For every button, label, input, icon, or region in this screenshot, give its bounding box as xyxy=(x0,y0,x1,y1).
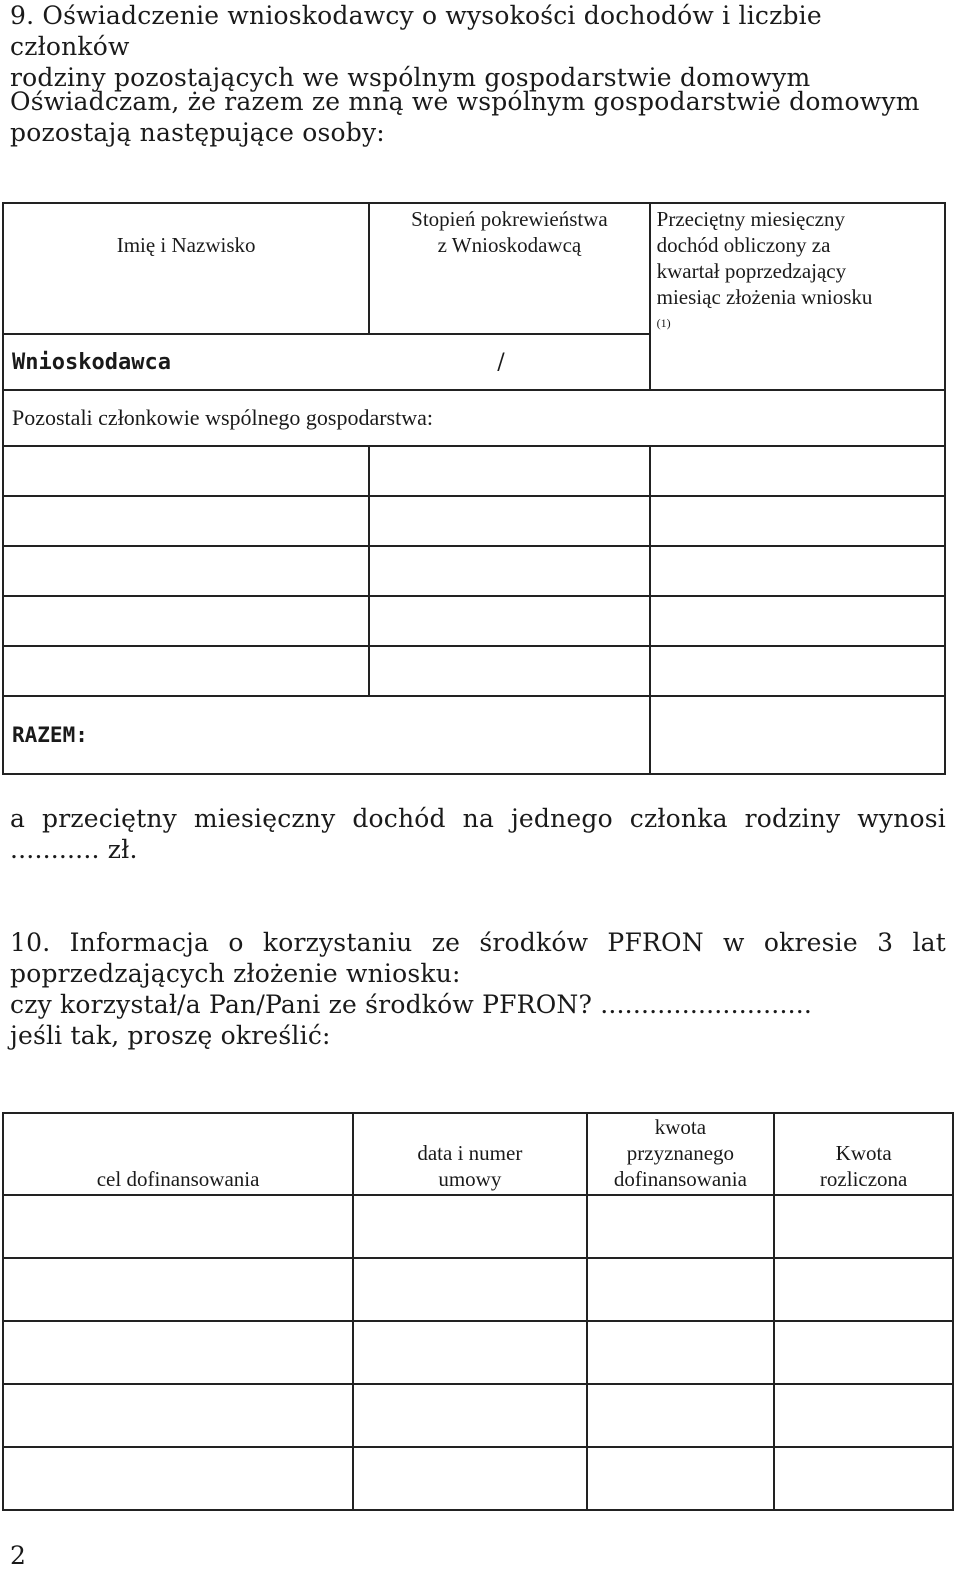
member-row xyxy=(3,496,945,546)
household-table-header xyxy=(3,203,945,334)
column-header-name-text: Imię i Nazwisko xyxy=(116,233,256,257)
pfron-agreement-cell xyxy=(353,1258,586,1321)
member-relation-cell xyxy=(369,546,649,596)
applicant-label-cell xyxy=(3,334,369,390)
column-header-purpose-text: cel dofinansowania xyxy=(96,1167,260,1191)
pfron-granted-cell xyxy=(587,1384,775,1447)
pfron-row xyxy=(3,1321,953,1384)
column-header-settled-amount xyxy=(774,1113,953,1195)
section-10-line4: jeśli tak, proszę określić: xyxy=(10,1021,331,1050)
pfron-settled-cell xyxy=(774,1195,953,1258)
column-header-granted-amount-line1: kwota xyxy=(654,1115,707,1139)
column-header-agreement xyxy=(353,1113,586,1195)
member-name-cell xyxy=(3,596,369,646)
member-income-cell xyxy=(650,646,945,696)
pfron-row xyxy=(3,1258,953,1321)
pfron-purpose-cell xyxy=(3,1384,353,1447)
average-income-line2: ........... zł. xyxy=(10,835,138,864)
pfron-settled-cell xyxy=(774,1258,953,1321)
applicant-relation-cell xyxy=(369,334,649,390)
section-10-line2: poprzedzających złożenie wniosku: xyxy=(10,959,461,988)
pfron-table-header xyxy=(3,1113,953,1195)
member-name-cell xyxy=(3,546,369,596)
pfron-granted-cell xyxy=(587,1321,775,1384)
column-header-income-footnote: (1) xyxy=(656,316,671,330)
average-income-line1: a przeciętny miesięczny dochód na jednego członka rodziny wynosi xyxy=(10,804,946,833)
pfron-granted-cell xyxy=(587,1447,775,1510)
column-header-income-line4: miesiąc złożenia wniosku xyxy=(656,285,873,309)
average-income-statement xyxy=(10,803,946,865)
column-header-agreement-line2: umowy xyxy=(438,1167,502,1191)
member-row xyxy=(3,596,945,646)
pfron-purpose-cell xyxy=(3,1195,353,1258)
column-header-settled-amount-line2: rozliczona xyxy=(819,1167,908,1191)
pfron-granted-cell xyxy=(587,1258,775,1321)
section-10-line3: czy korzystał/a Pan/Pani ze środków PFRON? .......................... xyxy=(10,990,813,1019)
section-10-line1: 10. Informacja o korzystaniu ze środków PFRON w okresie 3 lat xyxy=(10,928,946,957)
member-relation-cell xyxy=(369,446,649,496)
pfron-purpose-cell xyxy=(3,1258,353,1321)
member-name-cell xyxy=(3,646,369,696)
section-9-heading-line2: rodziny pozostających we wspólnym gospodarstwie domowym xyxy=(10,63,811,92)
member-name-cell xyxy=(3,496,369,546)
page-number: 2 xyxy=(10,1541,26,1570)
member-income-cell xyxy=(650,496,945,546)
column-header-relation-line1: Stopień pokrewieństwa xyxy=(411,207,608,231)
pfron-agreement-cell xyxy=(353,1321,586,1384)
household-statement-line1: Oświadczam, że razem ze mną we wspólnym gospodarstwie domowym xyxy=(10,87,920,116)
pfron-table xyxy=(2,1112,954,1511)
column-header-income-line3: kwartał poprzedzający xyxy=(656,259,847,283)
total-label: RAZEM: xyxy=(12,723,88,747)
column-header-purpose xyxy=(3,1113,353,1195)
pfron-purpose-cell xyxy=(3,1447,353,1510)
column-header-granted-amount-line2: przyznanego xyxy=(626,1141,735,1165)
member-income-cell xyxy=(650,546,945,596)
column-header-relation-line2: z Wnioskodawcą xyxy=(437,233,582,257)
pfron-settled-cell xyxy=(774,1384,953,1447)
pfron-row xyxy=(3,1447,953,1510)
column-header-granted-amount-line3: dofinansowania xyxy=(613,1167,747,1191)
total-row xyxy=(3,696,945,774)
pfron-row xyxy=(3,1195,953,1258)
member-relation-cell xyxy=(369,596,649,646)
column-header-granted-amount xyxy=(587,1113,775,1195)
member-income-cell xyxy=(650,596,945,646)
pfron-agreement-cell xyxy=(353,1447,586,1510)
column-header-agreement-line1: data i numer xyxy=(417,1141,523,1165)
column-header-income-line1: Przeciętny miesięczny xyxy=(656,207,845,231)
pfron-granted-cell xyxy=(587,1195,775,1258)
column-header-settled-amount-line1: Kwota xyxy=(835,1141,892,1165)
member-income-cell xyxy=(650,446,945,496)
household-statement xyxy=(10,86,946,148)
household-statement-line2: pozostają następujące osoby: xyxy=(10,118,385,147)
pfron-settled-cell xyxy=(774,1321,953,1384)
member-relation-cell xyxy=(369,646,649,696)
member-row xyxy=(3,446,945,496)
other-members-row xyxy=(3,390,945,446)
column-header-name xyxy=(3,203,369,334)
pfron-agreement-cell xyxy=(353,1384,586,1447)
pfron-agreement-cell xyxy=(353,1195,586,1258)
applicant-label: Wnioskodawca xyxy=(12,349,171,375)
section-10-heading xyxy=(10,927,946,1051)
column-header-income xyxy=(650,203,945,390)
member-row xyxy=(3,646,945,696)
member-row xyxy=(3,546,945,596)
member-name-cell xyxy=(3,446,369,496)
column-header-income-line2: dochód obliczony za xyxy=(656,233,831,257)
pfron-settled-cell xyxy=(774,1447,953,1510)
section-9-heading xyxy=(10,0,946,93)
section-9-heading-line1: 9. Oświadczenie wnioskodawcy o wysokości dochodów i liczbie członków xyxy=(10,1,822,61)
applicant-relation: / xyxy=(497,349,505,375)
pfron-row xyxy=(3,1384,953,1447)
pfron-purpose-cell xyxy=(3,1321,353,1384)
member-relation-cell xyxy=(369,496,649,546)
total-value-cell xyxy=(650,696,945,774)
other-members-label: Pozostali członkowie wspólnego gospodarstwa: xyxy=(12,405,433,430)
household-table xyxy=(2,202,946,775)
total-label-cell xyxy=(3,696,650,774)
column-header-relation xyxy=(369,203,649,334)
other-members-cell xyxy=(3,390,945,446)
